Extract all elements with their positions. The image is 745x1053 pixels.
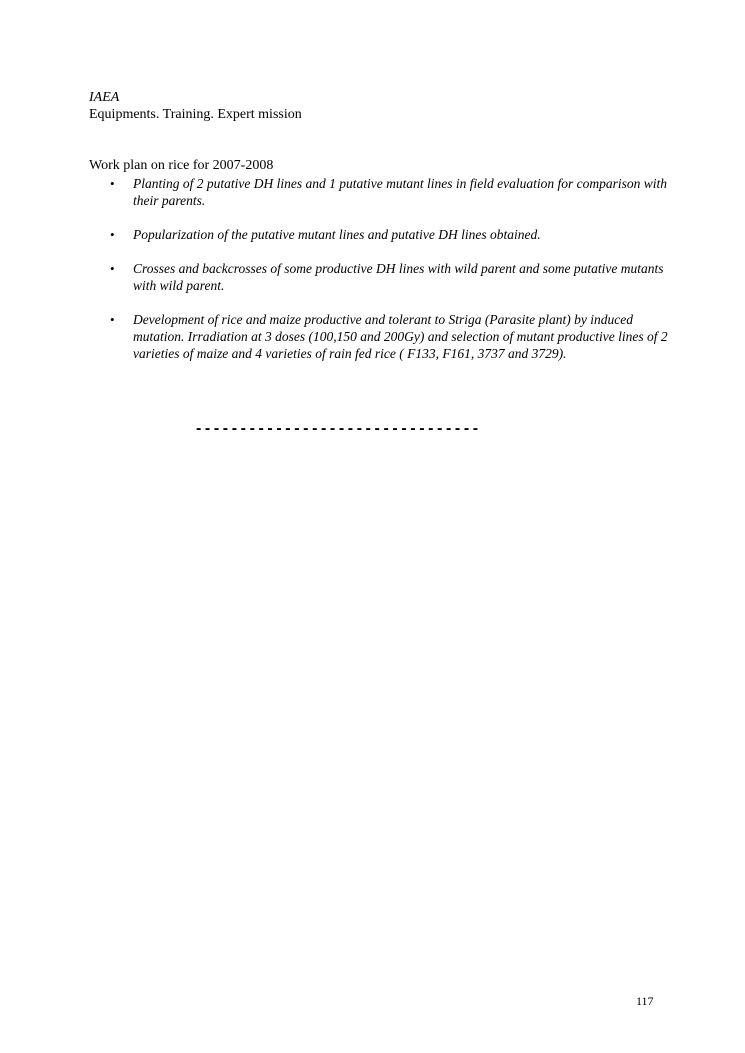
bullet-icon: • xyxy=(110,261,115,276)
list-item xyxy=(89,260,669,294)
work-plan-heading: Work plan on rice for 2007-2008 xyxy=(89,158,274,173)
work-plan-list xyxy=(89,175,669,379)
dashed-separator: -------------------------------- xyxy=(196,420,482,437)
section-subtitle: Equipments. Training. Expert mission xyxy=(89,107,302,122)
list-item-text: Planting of 2 putative DH lines and 1 putative mutant lines in field evaluation for comparison with their parents. xyxy=(133,176,667,208)
bullet-icon: • xyxy=(110,312,115,327)
list-item xyxy=(89,311,669,362)
list-item xyxy=(89,175,669,209)
list-item-text: Crosses and backcrosses of some productive DH lines with wild parent and some putative mutants with wild parent. xyxy=(133,261,664,293)
list-item-text: Popularization of the putative mutant lines and putative DH lines obtained. xyxy=(133,227,541,242)
bullet-icon: • xyxy=(110,227,115,242)
page-number: 117 xyxy=(636,994,654,1008)
bullet-icon: • xyxy=(110,176,115,191)
list-item-text: Development of rice and maize productive and tolerant to Striga (Parasite plant) by induced mutation. Irradiation at 3 doses (100,150 and 200Gy) and selection of mutant productive lines of 2 varieties of maize and 4 varieties of rain fed rice ( F133, F161, 3737 and 3729). xyxy=(133,312,668,361)
list-item xyxy=(89,226,669,243)
organization-label: IAEA xyxy=(89,90,120,105)
